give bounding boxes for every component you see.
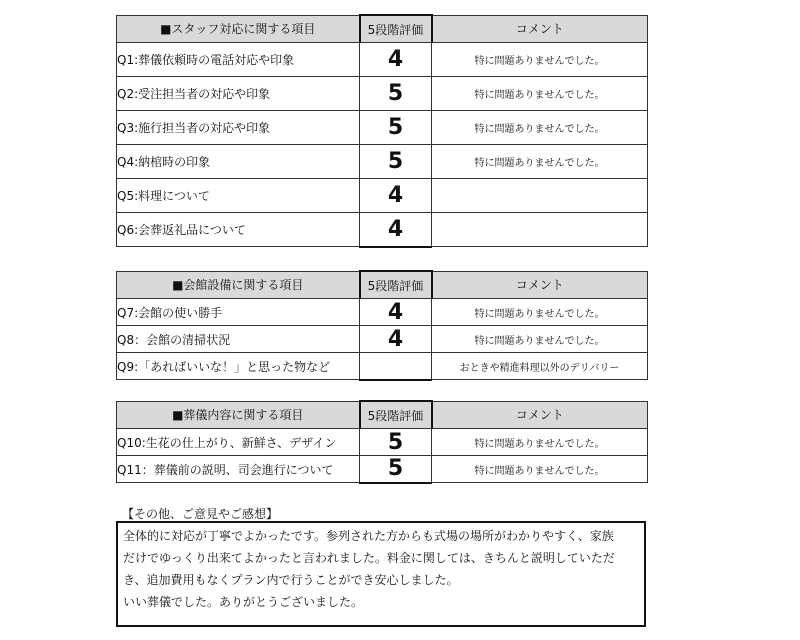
table-row bbox=[117, 213, 648, 247]
table-header-row bbox=[117, 15, 648, 43]
question-label: Q2:受注担当者の対応や印象 bbox=[117, 77, 360, 111]
question-label: Q6:会葬返礼品について bbox=[117, 213, 360, 247]
comment-header: コメント bbox=[432, 401, 648, 429]
question-label: Q9:「あればいいな！」と思った物など bbox=[117, 353, 360, 380]
rating-value: 5 bbox=[360, 429, 432, 456]
table-row bbox=[117, 353, 648, 380]
rating-value: 5 bbox=[360, 145, 432, 179]
score-header: 5段階評価 bbox=[360, 271, 432, 299]
table-header-row bbox=[117, 271, 648, 299]
comment-cell: 特に問題ありませんでした。 bbox=[432, 456, 648, 483]
question-label: Q8：会館の清掃状況 bbox=[117, 326, 360, 353]
question-label: Q11：葬儀前の説明、司会進行について bbox=[117, 456, 360, 483]
comment-cell: 特に問題ありませんでした。 bbox=[432, 43, 648, 77]
table-row bbox=[117, 77, 648, 111]
comment-cell: 特に問題ありませんでした。 bbox=[432, 326, 648, 353]
table-row bbox=[117, 456, 648, 483]
comment-line: き、追加費用もなくプラン内で行うことができ安心しました。 bbox=[123, 573, 459, 587]
comment-cell: 特に問題ありませんでした。 bbox=[432, 77, 648, 111]
rating-value: 4 bbox=[360, 43, 432, 77]
item-header: ■葬儀内容に関する項目 bbox=[117, 401, 360, 429]
comment-cell bbox=[432, 213, 648, 247]
rating-value: 5 bbox=[360, 111, 432, 145]
comment-cell bbox=[432, 179, 648, 213]
comment-cell: 特に問題ありませんでした。 bbox=[432, 145, 648, 179]
question-label: Q4:納棺時の印象 bbox=[117, 145, 360, 179]
question-label: Q10:生花の仕上がり、新鮮さ、デザイン bbox=[117, 429, 360, 456]
question-label: Q7:会館の使い勝手 bbox=[117, 299, 360, 326]
facility-section-table bbox=[116, 270, 648, 381]
comment-cell: おときや精進料理以外のデリバリー bbox=[432, 353, 648, 380]
rating-value: 4 bbox=[360, 326, 432, 353]
comment-header: コメント bbox=[432, 271, 648, 299]
other-comments-label: 【その他、ご意見やご感想】 bbox=[122, 507, 279, 521]
comment-line: 全体的に対応が丁寧でよかったです。参列された方からも式場の場所がわかりやすく、家族 bbox=[123, 529, 614, 543]
table-row bbox=[117, 429, 648, 456]
item-header: ■スタッフ対応に関する項目 bbox=[117, 15, 360, 43]
comment-cell: 特に問題ありませんでした。 bbox=[432, 429, 648, 456]
comment-line: いい葬儀でした。ありがとうございました。 bbox=[123, 595, 364, 609]
table-row bbox=[117, 43, 648, 77]
question-label: Q5:料理について bbox=[117, 179, 360, 213]
score-header: 5段階評価 bbox=[360, 15, 432, 43]
table-header-row bbox=[117, 401, 648, 429]
rating-value: 4 bbox=[360, 213, 432, 247]
table-row bbox=[117, 179, 648, 213]
ceremony-section-table bbox=[116, 400, 648, 484]
rating-value bbox=[360, 353, 432, 380]
table-row bbox=[117, 299, 648, 326]
table-row bbox=[117, 145, 648, 179]
comment-header: コメント bbox=[432, 15, 648, 43]
rating-value: 4 bbox=[360, 299, 432, 326]
rating-value: 5 bbox=[360, 77, 432, 111]
item-header: ■会館設備に関する項目 bbox=[117, 271, 360, 299]
question-label: Q3:施行担当者の対応や印象 bbox=[117, 111, 360, 145]
score-header: 5段階評価 bbox=[360, 401, 432, 429]
comment-line: だけでゆっくり出来てよかったと言われました。料金に関しては、きちんと説明していただ bbox=[123, 551, 615, 565]
rating-value: 5 bbox=[360, 456, 432, 483]
table-row bbox=[117, 111, 648, 145]
table-row bbox=[117, 326, 648, 353]
rating-value: 4 bbox=[360, 179, 432, 213]
other-comments-box bbox=[116, 521, 646, 627]
staff-section-table bbox=[116, 14, 648, 248]
comment-cell: 特に問題ありませんでした。 bbox=[432, 111, 648, 145]
comment-cell: 特に問題ありませんでした。 bbox=[432, 299, 648, 326]
question-label: Q1:葬儀依頼時の電話対応や印象 bbox=[117, 43, 360, 77]
